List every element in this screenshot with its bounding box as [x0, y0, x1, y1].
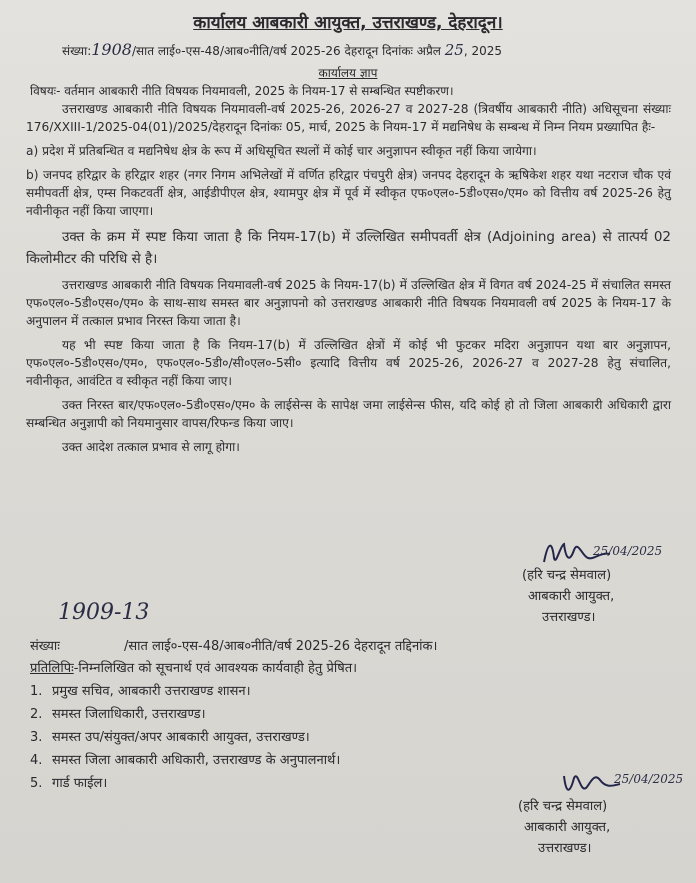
ref-year: , 2025	[463, 44, 503, 58]
copy-heading-text: -निम्नलिखित को सूचनार्थ एवं आवश्यक कार्यवाही हेतु प्रेषित।	[73, 661, 358, 676]
paragraph-refund: उक्त निरस्त बार/एफ०एल०-5डी०एस०/एम० के लाईसेन्स के सापेक्ष जमा लाईसेन्स फीस, यदि कोई हो तो जिला आबकारी अधिकारी द्वारा सम्बन्धित अनुज्ञापी को नियमानुसार वापस/रिफन्ड किया जाए।	[26, 398, 671, 430]
signatory-1-place: उत्तराखण्ड।	[542, 610, 596, 625]
handwritten-copy-number: 1909-13	[58, 600, 150, 625]
document-body	[26, 100, 671, 462]
handwritten-day: 25	[444, 41, 464, 59]
signatory-2-name: (हरि चन्द्र सेमवाल)	[518, 799, 608, 814]
paragraph-clarification: यह भी स्पष्ट किया जाता है कि नियम-17(b) में उल्लिखित क्षेत्रों में कोई भी फुटकर मदिरा अनुज्ञापन यथा बार अनुज्ञापन, एफ०एल०-5डी०एस०/एम०, एफ०एल०-5डी०/सी०एल०-5सी० इत्यादि वित्तीय वर्ष 2025-26, 2026-27 व 2027-28 हेतु संचालित, नवीनीकृत, आवंटित व स्वीकृत नहीं किया जाए।	[26, 338, 671, 388]
subject-line: विषयः- वर्तमान आबकारी नीति विषयक नियमावली, 2025 के नियम-17 से सम्बन्धित स्पष्टीकरण।	[30, 84, 454, 98]
copy-recipient-list	[30, 680, 340, 795]
office-order-heading: कार्यालय ज्ञाप	[318, 66, 378, 80]
office-header: कार्यालय आबकारी आयुक्त, उत्तराखण्ड, देहरादून।	[193, 13, 503, 33]
paragraph-intro: उत्तराखण्ड आबकारी नीति विषयक नियमावली-वर्ष 2025-26, 2026-27 व 2027-28 (त्रिवर्षीय आबकारी नीति) अधिसूचना संख्याः 176/XXIII-1/2025-04(01)/2025/देहरादून दिनांकः 05, मार्च, 2025 के नियम-17 में मद्यनिषेध के सम्बन्ध में निम्न नियम प्रख्यापित हैः-	[26, 102, 671, 134]
list-item: 3. समस्त उप/संयुक्त/अपर आबकारी आयुक्त, उत्तराखण्ड।	[30, 730, 310, 745]
copy-heading-label: प्रतिलिपिः	[30, 661, 74, 676]
signature-1-date: 25/04/2025	[593, 544, 663, 558]
copy-heading	[30, 658, 357, 676]
signatory-1-name: (हरि चन्द्र सेमवाल)	[522, 568, 612, 583]
handwritten-ref-number: 1908	[91, 40, 132, 59]
list-item: 4. समस्त जिला आबकारी अधिकारी, उत्तराखण्ड के अनुपालनार्थ।	[30, 753, 341, 768]
list-item: 2. समस्त जिलाधिकारी, उत्तराखण्ड।	[30, 707, 206, 722]
signature-2-date: 25/04/2025	[614, 772, 684, 786]
paragraph-effective: उक्त आदेश तत्काल प्रभाव से लागू होगा।	[62, 440, 240, 454]
signatory-2-designation: आबकारी आयुक्त,	[524, 820, 611, 835]
signatory-2-place: उत्तराखण्ड।	[538, 841, 592, 856]
paragraph-rule-b: b) जनपद हरिद्वार के हरिद्वार शहर (नगर निगम अभिलेखों में वर्णित हरिद्वार पंचपुरी क्षेत्र) जनपद देहरादून के ऋषिकेश शहर यथा नटराज चौक एवं समीपवर्ती क्षेत्र, एम्स निकटवर्ती क्षेत्र, आईडीपीएल क्षेत्र, श्यामपुर क्षेत्र में पूर्व में स्वीकृत एफ०एल०-5डी०एस०/एम० को वित्तीय वर्ष 2025-26 हेतु नवीनीकृत नहीं किया जाएगा।	[26, 168, 671, 218]
list-item: 1. प्रमुख सचिव, आबकारी उत्तराखण्ड शासन।	[30, 684, 251, 699]
signature-1-block	[522, 565, 614, 628]
list-item: 5. गार्ड फाईल।	[30, 776, 108, 791]
copy-ref-label: संख्याः	[30, 639, 60, 654]
paragraph-adjoining-area: उक्त के क्रम में स्पष्ट किया जाता है कि नियम-17(b) में उल्लिखित समीपवर्ती क्षेत्र (Adjoining area) से तात्पर्य 02 किलोमीटर की परिधि से है।	[26, 229, 671, 267]
paragraph-cancellation: उत्तराखण्ड आबकारी नीति विषयक नियमावली-वर्ष 2025 के नियम-17(b) में उल्लिखित क्षेत्र में विगत वर्ष 2024-25 में संचालित समस्त एफ०एल०-5डी०एस०/एम० के साथ-साथ समस्त बार अनुज्ञापनो को उत्तराखण्ड आबकारी नीति विषयक नियमावली वर्ष 2025 के नियम-17 के अनुपालन में तत्काल प्रभाव निरस्त किया जाता है।	[26, 278, 671, 328]
reference-line	[62, 40, 502, 59]
paragraph-rule-a: a) प्रदेश में प्रतिबन्धित व मद्यनिषेध क्षेत्र के रूप में अधिसूचित स्थलों में कोई चार अनुज्ञापन स्वीकृत नहीं किया जायेगा।	[26, 144, 537, 158]
copy-reference-line	[30, 636, 437, 654]
copy-ref-text: /सात लाई०-एस-48/आब०नीति/वर्ष 2025-26 देहरादून तद्दिनांक।	[123, 639, 438, 654]
signatory-1-designation: आबकारी आयुक्त,	[528, 589, 615, 604]
signature-2-block	[518, 796, 610, 859]
ref-label: संख्या:	[62, 44, 92, 58]
ref-text: /सात लाई०-एस-48/आब०नीति/वर्ष 2025-26 देहरादून दिनांकः अप्रैल	[131, 44, 441, 58]
